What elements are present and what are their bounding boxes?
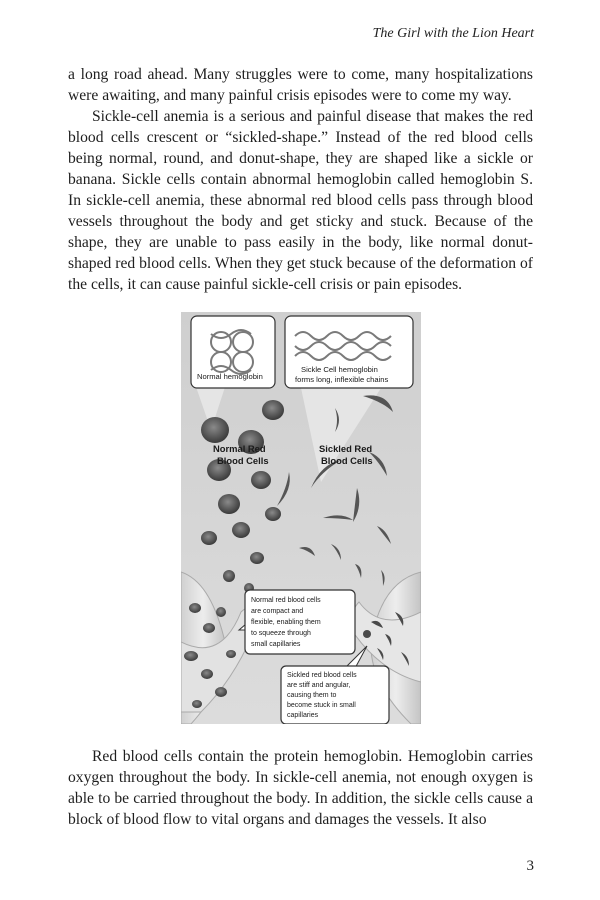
- sickled-callout-line-1: Sickled red blood cells: [287, 672, 357, 679]
- normal-callout-line-1: Normal red blood cells: [251, 597, 321, 604]
- normal-hemoglobin-label: Normal hemoglobin: [197, 372, 263, 381]
- sickled-callout-line-3: causing them to: [287, 692, 337, 699]
- normal-callout-line-5: small capillaries: [251, 641, 301, 648]
- normal-callout-line-4: to squeeze through: [251, 630, 311, 637]
- sickled-callout-line-5: capillaries: [287, 712, 319, 719]
- page-number: 3: [526, 858, 534, 874]
- normal-cells-callout: [239, 590, 355, 654]
- normal-callout-line-2: are compact and: [251, 608, 304, 615]
- running-head-title: The Girl with the Lion Heart: [372, 26, 534, 41]
- normal-cells-label-line1: Normal Red: [213, 443, 266, 454]
- sickle-hemoglobin-label-line1: Sickle Cell hemoglobin: [301, 365, 378, 374]
- sickled-callout-line-4: become stuck in small: [287, 702, 356, 709]
- normal-cells-label-line2: Blood Cells: [217, 455, 269, 466]
- paragraph-hemoglobin: Red blood cells contain the protein hemoglobin. Hemoglobin carries oxygen throughout the body. In sickle-cell anemia, not enough oxygen is able to be carried throughout the body. In addition, the sickle cells cause a block of blood flow to vital organs and damages the vessels. It also: [68, 748, 533, 828]
- sickle-hemoglobin-label-line2: forms long, inflexible chains: [295, 375, 389, 384]
- paragraph-continuation: a long road ahead. Many struggles were to come, many hospitalizations were awaiting, and many painful crisis episodes were to come my way.: [68, 66, 533, 104]
- sickled-callout-line-2: are stiff and angular,: [287, 682, 351, 689]
- paragraph-sickle-cell-description: Sickle-cell anemia is a serious and painful disease that makes the red blood cells crescent or “sickled-shape.” Instead of the red blood cells being normal, round, and donut-shape, they are shaped like a sickle or banana. Sickle cells contain abnormal hemoglobin called hemoglobin S. In sickle-cell anemia, these abnormal red blood cells pass through blood vessels throughout the body and get sticky and stuck. Because of the shape, they are unable to pass easily in the body, like normal donut-shaped red blood cells. When they get stuck because of the deformation of the cells, it can cause painful sickle-cell crisis or pain episodes.: [68, 108, 533, 293]
- normal-callout-line-3: flexible, enabling them: [251, 619, 321, 626]
- sickled-cells-label-line1: Sickled Red: [319, 443, 373, 454]
- sickle-cell-illustration: [181, 312, 421, 724]
- sickled-cells-label-line2: Blood Cells: [321, 455, 373, 466]
